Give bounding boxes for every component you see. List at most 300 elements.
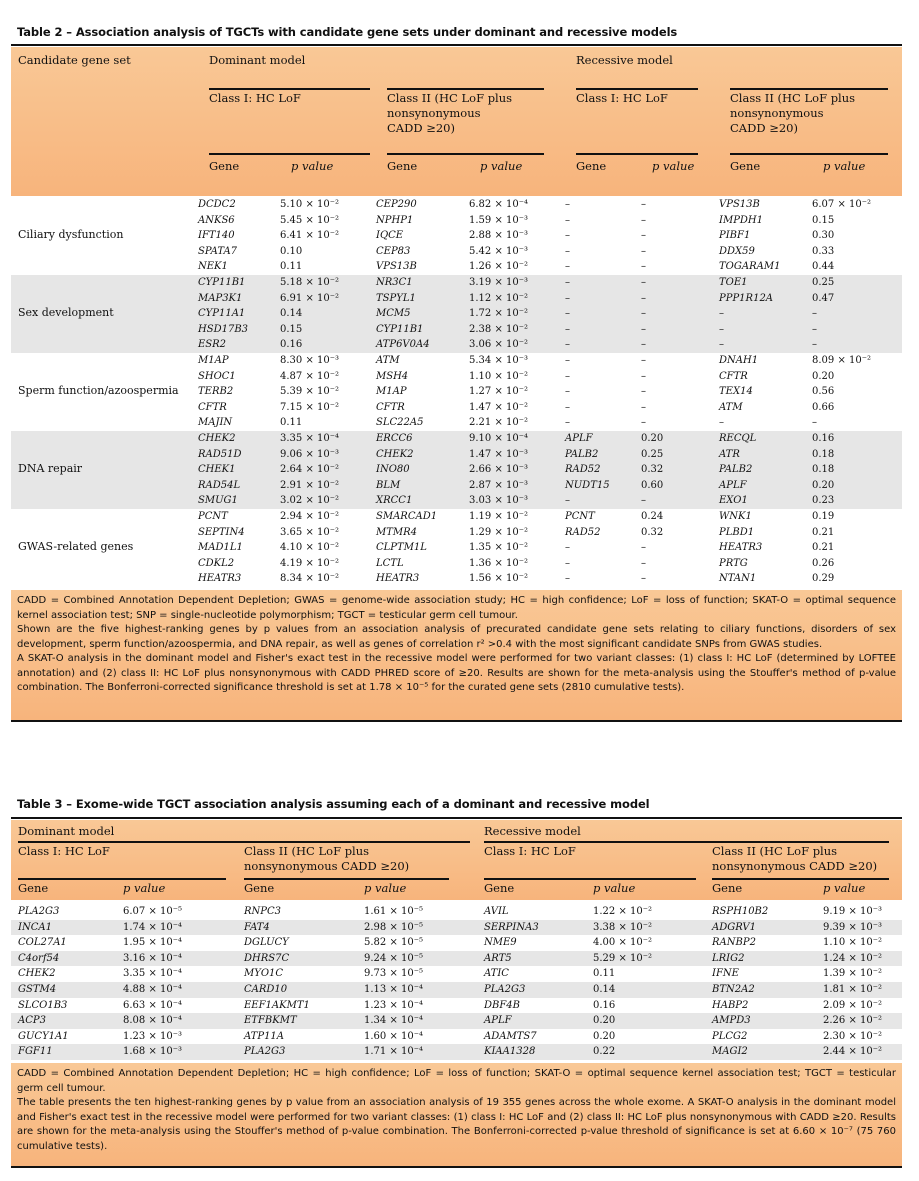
gene-cell: LRIG2 [712,952,745,964]
pvalue-cell: 1.60 × 10⁻⁴ [364,1030,424,1042]
pvalue-cell: 0.29 [812,573,835,584]
pvalue-cell: 1.26 × 10⁻² [469,261,529,272]
gene-cell: ADAMTS7 [484,1030,537,1042]
t3-rec-rule [484,841,889,843]
gene-cell: RSPH10B2 [712,906,769,917]
pvalue-cell: – [641,386,646,397]
gene-cell: CFTR [719,370,748,382]
gene-cell: DNAH1 [719,355,759,366]
pvalue-cell: 1.13 × 10⁻⁴ [364,984,424,995]
gene-col-header: Gene [712,881,743,895]
pvalue-cell: – [641,323,646,335]
gene-cell: ACP3 [18,1015,46,1027]
gene-cell: MAP3K1 [198,292,243,304]
pvalue-cell: 5.82 × 10⁻⁵ [364,937,424,949]
gene-cell: CEP83 [376,245,411,257]
gene-cell: – [565,199,570,210]
pvalue-cell: 2.91 × 10⁻² [280,479,340,491]
pvalue-cell: 6.63 × 10⁻⁴ [123,999,183,1011]
pvalue-cell: – [641,495,646,506]
gene-cell: IFT140 [198,230,235,241]
t3-dom-class1-header: Class I: HC LoF [18,844,110,858]
gene-cell: SERPINA3 [484,921,539,933]
pvalue-cell: – [812,339,817,350]
table-row [11,966,902,982]
pvalue-cell: – [641,245,646,257]
pvalue-cell: 0.21 [812,542,835,553]
gene-cell: SLCO1B3 [18,999,68,1011]
pvalue-col-header: p value [123,881,166,895]
pvalue-cell: 1.72 × 10⁻² [469,308,529,319]
pvalue-cell: 6.91 × 10⁻² [280,292,340,304]
pvalue-col-header: p value [823,159,866,173]
gene-cell: COL27A1 [18,937,67,949]
gene-cell: GUCY1A1 [18,1030,69,1042]
pvalue-cell: 4.87 × 10⁻² [280,370,340,382]
gene-cell: RANBP2 [712,937,756,949]
gene-cell: CHEK2 [198,433,236,444]
pvalue-cell: 1.23 × 10⁻³ [123,1030,183,1042]
gene-cell: PLCG2 [712,1030,748,1042]
pvalue-cell: 6.41 × 10⁻² [280,230,340,241]
gene-cell: – [565,292,570,304]
gene-cell: MAD1L1 [198,542,243,553]
pvalue-cell: 0.24 [641,511,664,522]
pvalue-cell: – [641,557,646,569]
pvalue-cell: 1.35 × 10⁻² [469,542,529,553]
gene-cell: MSH4 [376,370,409,382]
rec-class2-rule [730,88,888,90]
gene-cell: SMARCAD1 [376,511,438,522]
gene-cell: C4orf54 [18,952,60,964]
gene-cell: GSTM4 [18,984,57,995]
gene-col-header: Gene [484,881,515,895]
gene-cell: ERCC6 [376,433,413,444]
gene-cell: PPP1R12A [719,292,774,304]
pvalue-cell: 4.88 × 10⁻⁴ [123,984,183,995]
pvalue-cell: – [641,261,646,272]
pvalue-cell: – [641,308,646,319]
table3-note: The table presents the ten highest-ranking genes by p value from an association analysis of 19 355 genes across the whole exome. A SKAT-O analysis in the dominant model and Fisher's exact test in the recessive model were performed for two variant classes: (1) class I: HC LoF and (2) class II: HC LoF plus nonsynonymous with CADD ≥20. Results are shown for the meta-analysis using the Stouffer's method of p-value combination. The Bonferroni-corrected p-value threshold of significance is set at 6.60 × 10⁻⁷ (75 760 cumulative tests). [17,1097,896,1152]
gene-cell: RECQL [719,433,757,444]
table-row [11,1029,902,1045]
pvalue-cell: 1.10 × 10⁻² [469,370,529,382]
pvalue-cell: 3.38 × 10⁻² [593,921,653,933]
pvalue-col-header: p value [291,159,334,173]
pvalue-cell: 0.20 [593,1015,616,1027]
pvalue-cell: 3.03 × 10⁻³ [469,495,529,506]
gene-cell: – [565,573,570,584]
table-row [11,1044,902,1060]
pvalue-cell: 2.64 × 10⁻² [280,464,340,475]
pvalue-cell: 3.06 × 10⁻² [469,339,529,350]
gene-cell: PLBD1 [719,526,755,538]
gene-cell: ATM [719,401,743,413]
table2-title: Table 2 – Association analysis of TGCTs with candidate gene sets under dominant and recessive models [17,25,678,39]
gene-cell: HEATR3 [198,573,242,584]
gene-cell: PLA2G3 [244,1046,286,1058]
pvalue-cell: 0.14 [280,308,303,319]
gene-cell: CARD10 [244,984,288,995]
pvalue-cell: 5.39 × 10⁻² [280,386,340,397]
gene-cell: – [565,542,570,553]
pvalue-cell: – [641,370,646,382]
gene-cell: – [565,214,570,226]
pvalue-cell: 0.32 [641,526,664,538]
pvalue-cell: 2.38 × 10⁻² [469,323,529,335]
pvalue-cell: 0.32 [641,464,664,475]
gene-set-group [11,353,902,431]
pvalue-cell: 1.10 × 10⁻² [823,937,883,949]
gene-cell: SMUG1 [198,495,238,506]
gene-cell: XRCC1 [376,495,413,506]
t3-recessive-header: Recessive model [484,824,581,838]
gene-cell: MCM5 [376,308,411,319]
pvalue-cell: 4.00 × 10⁻² [593,937,653,949]
gene-set-group [11,509,902,587]
pvalue-col-header: p value [593,881,636,895]
gene-set-label: GWAS-related genes [18,540,134,553]
gene-cell: TOGARAM1 [719,261,781,272]
t3-dom-rule [18,841,470,843]
rec-class1-rule [576,88,698,90]
gene-cell: WNK1 [719,511,752,522]
pvalue-cell: – [641,401,646,413]
pvalue-cell: – [812,417,817,428]
gene-cell: BTN2A2 [712,984,755,995]
pvalue-cell: 3.65 × 10⁻² [280,526,340,538]
gene-cell: IMPDH1 [719,214,764,226]
gene-cell: CFTR [198,401,227,413]
table3-note: CADD = Combined Annotation Dependent Depletion; HC = high confidence; LoF = loss of function; SKAT-O = optimal sequence kernel association test; TGCT = testicular germ cell tumour. [17,1068,896,1094]
gene-cell: TSPYL1 [376,292,416,304]
gene-cell: ART5 [484,952,512,964]
table3-footnotes [11,1063,902,1166]
gene-cell: CDKL2 [198,557,235,569]
pvalue-col-header: p value [480,159,523,173]
pvalue-cell: 5.29 × 10⁻² [593,952,653,964]
pvalue-cell: 2.66 × 10⁻³ [469,464,529,475]
gene-cell: RAD54L [198,479,241,491]
gene-cell: DDX59 [719,245,755,257]
pvalue-cell: 5.18 × 10⁻² [280,277,340,288]
gene-cell: VPS13B [719,199,760,210]
table-row [11,982,902,998]
gene-col-header: Gene [209,159,240,173]
pvalue-cell: 0.19 [812,511,835,522]
rec-c2-gene-rule [730,153,888,155]
gene-cell: HSD17B3 [198,323,249,335]
pvalue-cell: 1.29 × 10⁻² [469,526,529,538]
gene-col-header: Gene [576,159,607,173]
gene-cell: CHEK2 [376,448,414,460]
dom-class2-header: Class II (HC LoF plus nonsynonymous CADD ≥20) [387,91,513,135]
pvalue-cell: 6.07 × 10⁻⁵ [123,906,183,917]
gene-cell: – [565,401,570,413]
candidate-header: Candidate gene set [18,53,131,67]
pvalue-cell: 0.33 [812,245,835,257]
pvalue-cell: 1.59 × 10⁻³ [469,214,529,226]
pvalue-cell: – [641,339,646,350]
pvalue-cell: 8.34 × 10⁻² [280,573,340,584]
pvalue-cell: 0.56 [812,386,835,397]
gene-cell: PIBF1 [719,230,751,241]
gene-cell: – [565,417,570,428]
pvalue-cell: – [812,308,817,319]
pvalue-cell: 9.24 × 10⁻⁵ [364,952,424,964]
pvalue-cell: 0.15 [812,214,835,226]
pvalue-cell: 0.20 [641,433,664,444]
gene-cell: CFTR [376,401,405,413]
gene-cell: – [565,386,570,397]
pvalue-cell: – [641,355,646,366]
pvalue-cell: 2.21 × 10⁻² [469,417,529,428]
gene-cell: – [719,308,724,319]
pvalue-cell: 0.66 [812,401,835,413]
pvalue-cell: 0.15 [280,323,303,335]
pvalue-cell: 3.35 × 10⁻⁴ [280,433,340,444]
pvalue-cell: 1.23 × 10⁻⁴ [364,999,424,1011]
table2-top-rule [11,44,902,46]
pvalue-cell: 2.87 × 10⁻³ [469,479,529,491]
pvalue-cell: 0.44 [812,261,835,272]
pvalue-col-header: p value [652,159,695,173]
gene-set-label: Sperm function/azoospermia [18,384,179,397]
dom-c1-gene-rule [209,153,370,155]
t3-rule [18,878,226,880]
dom-class1-header: Class I: HC LoF [209,91,301,105]
t3-rule [484,878,696,880]
pvalue-cell: 0.14 [593,984,616,995]
recessive-header: Recessive model [576,53,673,67]
gene-cell: – [565,323,570,335]
table2-note: Shown are the five highest-ranking genes by p values from an association analysis of precurated candidate gene sets relating to ciliary functions, disorders of sex development, sperm function/azoospermia, and DNA repair, as well as genes of correlation r² >0.4 with the most significant candidate SNPs from GWAS studies. [17,624,896,650]
gene-set-label: Ciliary dysfunction [18,228,124,241]
gene-cell: CHEK2 [18,968,56,980]
gene-cell: PLA2G3 [18,906,60,917]
gene-cell: TEX14 [719,386,753,397]
pvalue-cell: 0.18 [812,464,835,475]
gene-cell: ATP11A [244,1030,285,1042]
pvalue-cell: 4.10 × 10⁻² [280,542,340,553]
table3-bottom-rule [11,1166,902,1168]
gene-cell: – [565,370,570,382]
gene-cell: ETFBKMT [244,1015,297,1027]
gene-cell: SHOC1 [198,370,236,382]
pvalue-col-header: p value [823,881,866,895]
gene-cell: IFNE [712,968,739,980]
pvalue-cell: – [641,573,646,584]
gene-cell: – [719,323,724,335]
gene-cell: FAT4 [244,921,270,933]
gene-cell: APLF [719,479,747,491]
gene-cell: PCNT [565,511,595,522]
gene-cell: RAD51D [198,448,242,460]
gene-cell: EEF1AKMT1 [244,999,310,1011]
gene-cell: DHRS7C [244,952,290,964]
gene-cell: ESR2 [198,339,227,350]
pvalue-cell: 2.88 × 10⁻³ [469,230,529,241]
gene-cell: NEK1 [198,261,228,272]
pvalue-cell: 0.26 [812,557,835,569]
gene-cell: HABP2 [712,999,749,1011]
gene-cell: DBF4B [484,999,521,1011]
rec-c1-gene-rule [576,153,698,155]
gene-cell: HEATR3 [376,573,420,584]
gene-cell: MTMR4 [376,526,418,538]
table3-title: Table 3 – Exome-wide TGCT association analysis assuming each of a dominant and recessive model [17,797,650,811]
gene-cell: NUDT15 [565,479,610,491]
pvalue-cell: 0.11 [593,968,616,980]
gene-cell: AMPD3 [712,1015,751,1027]
pvalue-cell: 7.15 × 10⁻² [280,401,340,413]
gene-cell: MAJIN [198,417,233,428]
gene-cell: SEPTIN4 [198,526,245,538]
table-row [11,935,902,951]
table2-footnotes [11,590,902,720]
pvalue-cell: 1.56 × 10⁻² [469,573,529,584]
gene-cell: – [565,355,570,366]
table3-top-rule [11,817,902,819]
table2-header [11,47,902,196]
pvalue-cell: – [641,417,646,428]
gene-cell: IQCE [376,230,404,241]
pvalue-cell: 4.19 × 10⁻² [280,557,340,569]
pvalue-cell: 1.61 × 10⁻⁵ [364,906,424,917]
pvalue-cell: 1.47 × 10⁻³ [469,448,529,460]
gene-cell: ADGRV1 [712,921,756,933]
pvalue-cell: 0.11 [280,417,303,428]
pvalue-cell: 9.73 × 10⁻⁵ [364,968,424,980]
pvalue-cell: 0.16 [280,339,303,350]
pvalue-cell: – [641,230,646,241]
gene-cell: CYP11A1 [198,308,246,319]
pvalue-cell: 0.25 [812,277,835,288]
pvalue-cell: 1.19 × 10⁻² [469,511,529,522]
dominant-header: Dominant model [209,53,306,67]
pvalue-cell: 5.34 × 10⁻³ [469,355,529,366]
pvalue-cell: 1.71 × 10⁻⁴ [364,1046,424,1058]
gene-col-header: Gene [730,159,761,173]
pvalue-cell: 9.06 × 10⁻³ [280,448,340,460]
t3-rule [712,878,889,880]
gene-cell: NME9 [484,937,517,949]
pvalue-cell: 1.22 × 10⁻² [593,906,653,917]
gene-set-label: Sex development [18,306,114,319]
pvalue-cell: 3.02 × 10⁻² [280,495,340,506]
gene-cell: TERB2 [198,386,234,397]
pvalue-cell: 1.27 × 10⁻² [469,386,529,397]
gene-cell: NPHP1 [376,214,414,226]
pvalue-cell: 0.11 [280,261,303,272]
gene-cell: – [565,339,570,350]
gene-cell: CYP11B1 [198,277,246,288]
gene-cell: RAD52 [565,526,601,538]
gene-cell: NR3C1 [376,277,413,288]
dom-class2-rule [387,88,544,90]
pvalue-cell: 1.68 × 10⁻³ [123,1046,183,1058]
table2-note: CADD = Combined Annotation Dependent Depletion; GWAS = genome-wide association study; HC = high confidence; LoF = loss of function; SKAT-O = optimal sequence kernel association test; SNP = single-nucleotide polymorphism; TGCT = testicular germ cell tumour. [17,595,896,621]
pvalue-cell: – [812,323,817,335]
pvalue-cell: 6.82 × 10⁻⁴ [469,199,529,210]
pvalue-cell: 0.23 [812,495,835,506]
gene-cell: ATIC [484,968,509,980]
gene-cell: CYP11B1 [376,323,424,335]
pvalue-cell: 1.34 × 10⁻⁴ [364,1015,424,1027]
gene-cell: HEATR3 [719,542,763,553]
pvalue-cell: 9.19 × 10⁻³ [823,906,883,917]
pvalue-cell: 0.10 [280,245,303,257]
pvalue-cell: 0.16 [812,433,835,444]
pvalue-cell: 5.45 × 10⁻² [280,214,340,226]
t3-dominant-header: Dominant model [18,824,115,838]
pvalue-cell: 2.30 × 10⁻² [823,1030,883,1042]
gene-cell: CLPTM1L [376,542,427,553]
gene-cell: PCNT [198,511,228,522]
gene-cell: – [565,245,570,257]
table-row [11,920,902,936]
gene-cell: LCTL [376,557,404,569]
pvalue-cell: 2.44 × 10⁻² [823,1046,883,1058]
pvalue-cell: 2.09 × 10⁻² [823,999,883,1011]
gene-cell: – [719,417,724,428]
pvalue-cell: 0.22 [593,1046,616,1058]
table-row [11,904,902,920]
pvalue-cell: 9.39 × 10⁻³ [823,921,883,933]
gene-cell: CHEK1 [198,464,236,475]
gene-cell: RNPC3 [244,906,282,917]
dom-class1-rule [209,88,370,90]
gene-cell: EXO1 [719,495,748,506]
dom-c2-gene-rule [387,153,544,155]
gene-cell: ATR [719,448,740,460]
gene-cell: MYO1C [244,968,284,980]
t3-rec-class2-header: Class II (HC LoF plus nonsynonymous CADD ≥20) [712,844,878,873]
gene-cell: APLF [565,433,593,444]
pvalue-cell: 0.30 [812,230,835,241]
table2-bottom-rule [11,720,902,722]
rec-class1-header: Class I: HC LoF [576,91,668,105]
pvalue-cell: – [641,277,646,288]
t3-rule [244,878,449,880]
pvalue-cell: 8.08 × 10⁻⁴ [123,1015,183,1027]
gene-cell: ATM [376,355,400,366]
pvalue-cell: 0.16 [593,999,616,1011]
gene-col-header: Gene [387,159,418,173]
pvalue-cell: 1.81 × 10⁻² [823,984,883,995]
gene-cell: M1AP [198,355,229,366]
gene-cell: – [565,261,570,272]
t3-rec-class1-header: Class I: HC LoF [484,844,576,858]
gene-cell: SPATA7 [198,245,238,257]
gene-cell: – [565,308,570,319]
gene-col-header: Gene [18,881,49,895]
pvalue-cell: 1.24 × 10⁻² [823,952,883,964]
pvalue-cell: 1.36 × 10⁻² [469,557,529,569]
gene-cell: FGF11 [18,1046,53,1058]
pvalue-cell: 8.09 × 10⁻² [812,355,872,366]
gene-set-group [11,431,902,509]
gene-cell: AVIL [484,906,509,917]
gene-set-label: DNA repair [18,462,83,475]
pvalue-cell: 0.18 [812,448,835,460]
gene-cell: ATP6V0A4 [376,339,430,350]
gene-cell: PALB2 [719,464,753,475]
gene-cell: – [565,557,570,569]
pvalue-cell: 8.30 × 10⁻³ [280,355,340,366]
pvalue-cell: 1.12 × 10⁻² [469,292,529,304]
gene-cell: PALB2 [565,448,599,460]
